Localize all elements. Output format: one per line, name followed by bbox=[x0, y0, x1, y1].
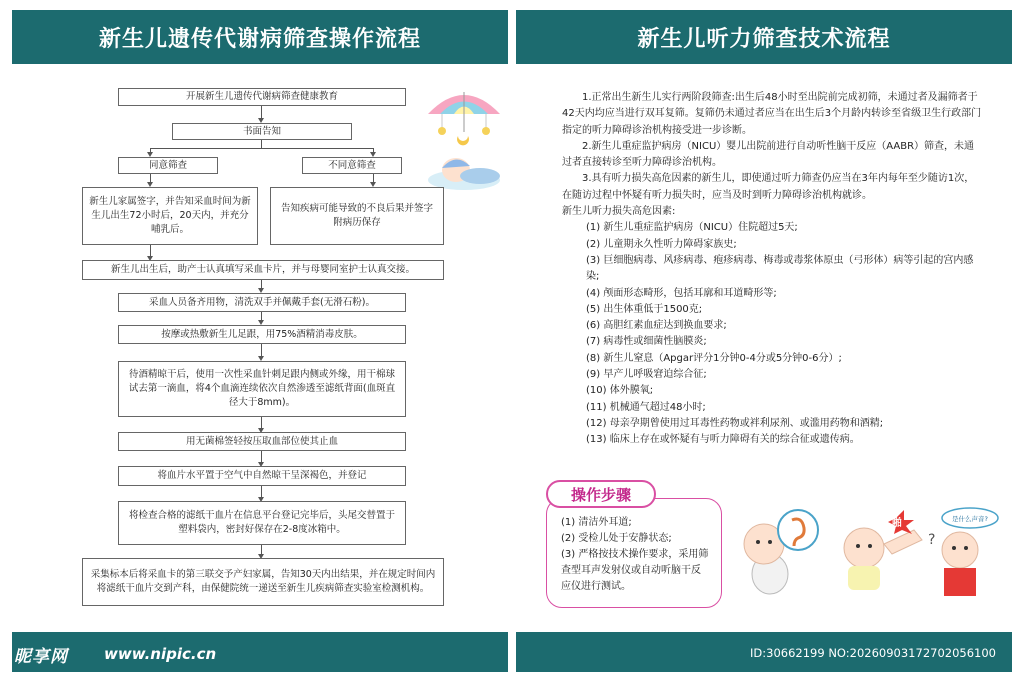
flow-step-fill-card bbox=[82, 260, 444, 280]
op-step: (1) 清洁外耳道; bbox=[561, 517, 632, 528]
right-title: 新生儿听力筛查技术流程 bbox=[637, 26, 891, 52]
flow-step-disagree bbox=[302, 157, 402, 174]
risk-item: (7) 病毒性或细菌性脑膜炎; bbox=[586, 336, 707, 348]
ear-baby-illustration bbox=[730, 504, 820, 600]
flow-step-written-notice-text: 书面告知 bbox=[242, 125, 281, 137]
flow-step-agree-detail-text: 新生儿家属签字，并告知采血时间为新生儿出生72小时后，20天内，并充分哺乳后。 bbox=[89, 196, 251, 235]
flow-step-agree-detail bbox=[82, 187, 258, 245]
flow-step-dry-register-text: 将血片水平置于空气中自然晾干呈深褐色，并登记 bbox=[157, 470, 367, 481]
phone-baby-illustration bbox=[834, 504, 926, 596]
left-header bbox=[12, 10, 508, 64]
risk-item: (12) 母亲孕期曾使用过耳毒性药物或袢利尿剂、或滥用药物和酒精; bbox=[586, 417, 884, 429]
flow-step-disinfect-text: 按摩或热敷新生儿足跟，用75%酒精消毒皮肤。 bbox=[161, 328, 363, 340]
flow-step-dry-register bbox=[118, 466, 406, 486]
flow-step-blood-collect bbox=[118, 361, 406, 417]
flow-step-agree-text: 同意筛查 bbox=[148, 159, 187, 171]
risk-item: (6) 高胆红素血症达到换血要求; bbox=[586, 320, 727, 332]
flow-step-prepare-text: 采血人员备齐用物，清洗双手并佩戴手套(无滑石粉)。 bbox=[149, 296, 375, 308]
right-header bbox=[516, 10, 1012, 64]
flow-step-blood-collect-text: 待酒精晾干后，使用一次性采血针刺足跟内侧或外缘，用干棉球试去第一滴血，将4个血滴连续依次自然渗透至滤纸背面(血斑直径大于8mm)。 bbox=[128, 369, 396, 408]
op-step: (3) 严格按技术操作要求，采用筛查型耳声发射仪或自动听脑干反应仪进行测试。 bbox=[561, 549, 709, 592]
paragraph-2: 2.新生儿重症监护病房（NICU）婴儿出院前进行自动听性脑干反应（AABR）筛查，未通过者直接转诊至听力障碍诊治机构。 bbox=[562, 140, 975, 169]
operation-steps-title-text: 操作步骤 bbox=[570, 485, 631, 504]
flow-step-deliver-text: 采集标本后将采血卡的第三联交予产妇家属，告知30天内出结果，并在规定时间内将滤纸干血片交到产科，由保健院统一递送至新生儿疾病筛查实验室检测机构。 bbox=[90, 569, 436, 594]
flow-step-agree bbox=[118, 157, 218, 174]
watermark-url: www.nipic.cn bbox=[104, 645, 217, 663]
flow-step-fill-card-text: 新生儿出生后，助产士认真填写采血卡片，并与母婴同室护士认真交接。 bbox=[110, 264, 415, 275]
svg-text:?: ? bbox=[928, 532, 936, 548]
left-footer bbox=[12, 632, 508, 672]
flow-step-stop-bleeding-text: 用无菌棉签轻按压取血部位使其止血 bbox=[185, 435, 338, 447]
risk-item: (2) 儿童期永久性听力障碍家族史; bbox=[586, 238, 737, 250]
paragraph-1: 1.正常出生新生儿实行两阶段筛查:出生后48小时至出院前完成初筛，未通过者及漏筛者于42天内均应当进行双耳复筛。复筛仍未通过者应当在出生后3个月龄内转诊至省级卫生行政部门指定的听力障碍诊治机构接受进一步诊断。 bbox=[562, 92, 982, 136]
risk-item: (9) 早产儿呼吸窘迫综合征; bbox=[586, 369, 707, 381]
risk-item: (8) 新生儿窒息（Apgar评分1分钟0-4分或5分钟0-6分）; bbox=[586, 352, 842, 364]
watermark-id: ID:30662199 NO:20260903172702056100 bbox=[750, 646, 996, 660]
risk-item: (4) 颅面形态畸形，包括耳廓和耳道畸形等; bbox=[586, 287, 777, 299]
left-panel bbox=[12, 10, 508, 672]
clap-sound-text: 啪 bbox=[892, 518, 902, 529]
hearing-screening-text bbox=[562, 90, 982, 449]
flow-step-health-education-text: 开展新生儿遗传代谢病筛查健康教育 bbox=[185, 91, 338, 102]
flow-step-prepare bbox=[118, 293, 406, 312]
operation-steps-box bbox=[546, 498, 722, 608]
flow-step-disagree-detail bbox=[270, 187, 444, 245]
flow-step-disagree-text: 不同意筛查 bbox=[328, 159, 376, 171]
crying-baby-illustration bbox=[916, 504, 1008, 600]
baby-mobile-illustration bbox=[420, 84, 508, 194]
left-title: 新生儿遗传代谢病筛查操作流程 bbox=[98, 26, 421, 52]
flow-step-health-education bbox=[118, 88, 406, 106]
watermark-logo: 昵享网 bbox=[14, 647, 68, 667]
operation-steps-title bbox=[546, 480, 656, 508]
flow-step-disagree-detail-text: 告知疾病可能导致的不良后果并签字附病历保存 bbox=[280, 203, 433, 228]
paragraph-3: 3.具有听力损失高危因素的新生儿，即使通过听力筛查仍应当在3年内每年至少随访1次，在随访过程中怀疑有听力损失时，应当及时到听力障碍诊治机构就诊。 bbox=[562, 173, 975, 201]
flow-step-stop-bleeding bbox=[118, 432, 406, 451]
flow-step-store-text: 将检查合格的滤纸干血片在信息平台登记完毕后，头尾交替置于塑料袋内，密封好保存在2-8度冰箱中。 bbox=[128, 510, 395, 535]
flow-step-deliver bbox=[82, 558, 444, 606]
risk-item: (3) 巨细胞病毒、风疹病毒、疱疹病毒、梅毒或毒浆体原虫（弓形体）病等引起的宫内感染; bbox=[586, 254, 974, 283]
flow-step-written-notice bbox=[172, 123, 352, 140]
risk-item: (10) 体外膜氧; bbox=[586, 385, 654, 397]
op-step: (2) 受检儿处于安静状态; bbox=[561, 533, 672, 544]
risk-item: (11) 机械通气超过48小时; bbox=[586, 401, 706, 413]
risk-item: (13) 临床上存在或怀疑有与听力障碍有关的综合征或遗传病。 bbox=[586, 434, 860, 446]
right-panel bbox=[516, 10, 1012, 672]
question-bubble-text: 是什么声音? bbox=[952, 515, 988, 523]
flow-step-disinfect bbox=[118, 325, 406, 344]
flow-step-store bbox=[118, 501, 406, 545]
risk-item: (5) 出生体重低于1500克; bbox=[586, 303, 703, 315]
risk-factors-title: 新生儿听力损失高危因素: bbox=[562, 206, 676, 218]
risk-item: (1) 新生儿重症监护病房（NICU）住院超过5天; bbox=[586, 222, 798, 234]
